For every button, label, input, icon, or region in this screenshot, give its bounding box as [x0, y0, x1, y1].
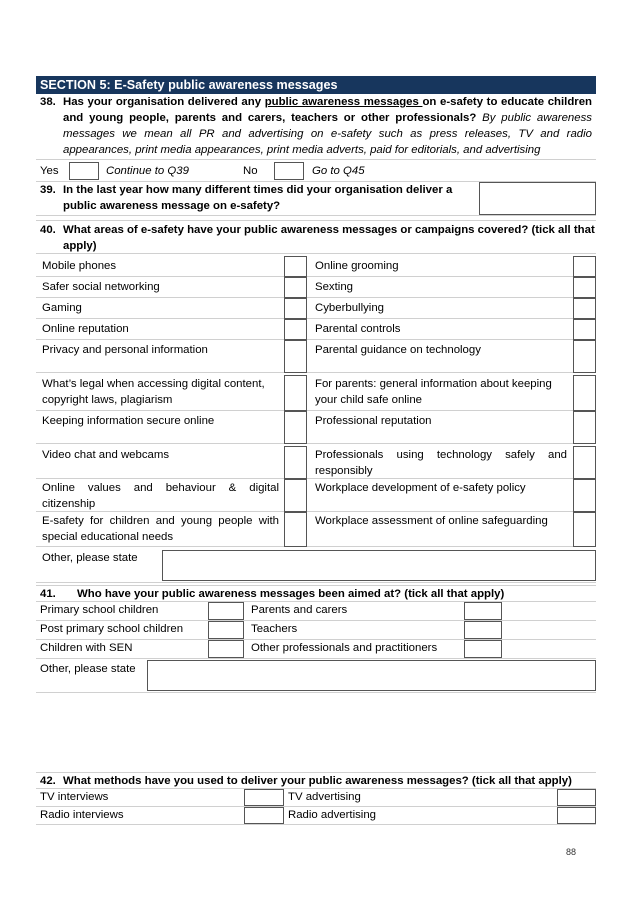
table-row: [36, 640, 596, 659]
option-checkbox[interactable]: [244, 789, 284, 806]
option-label: Workplace assessment of online safeguarding: [315, 515, 548, 527]
q40-number: 40.: [40, 224, 56, 236]
option-checkbox[interactable]: [284, 277, 307, 298]
table-row: [36, 479, 596, 512]
q39-number: 39.: [40, 184, 56, 196]
q38-line3: messages we mean all PR and advertising on e-safety such as press releases, TV and radio: [63, 128, 592, 140]
q41-question: Who have your public awareness messages been aimed at? (tick all that apply): [77, 588, 505, 600]
section-header: SECTION 5: E-Safety public awareness messages: [36, 76, 596, 94]
option-checkbox[interactable]: [284, 256, 307, 277]
option-label-line1: Professionals using technology safely and: [315, 449, 567, 461]
table-row: [36, 446, 596, 479]
table-row: [36, 411, 596, 444]
option-label: Professional reputation: [315, 415, 432, 427]
q38-number: 38.: [40, 96, 56, 108]
table-row: [36, 319, 596, 340]
table-row: [36, 298, 596, 319]
table-row: [36, 277, 596, 298]
option-label: Mobile phones: [42, 260, 117, 272]
option-checkbox[interactable]: [573, 319, 596, 340]
option-label: Radio interviews: [40, 809, 124, 821]
q42-number: 42.: [40, 775, 56, 787]
option-checkbox[interactable]: [208, 602, 244, 620]
option-label: Video chat and webcams: [42, 449, 170, 461]
option-checkbox[interactable]: [557, 807, 596, 824]
table-row: [36, 340, 596, 373]
table-row: [36, 375, 596, 411]
option-label-line2: citizenship: [42, 498, 96, 510]
option-checkbox[interactable]: [573, 256, 596, 277]
yes-checkbox[interactable]: [69, 162, 99, 180]
option-checkbox[interactable]: [573, 277, 596, 298]
option-checkbox[interactable]: [208, 640, 244, 658]
table-row: [36, 789, 596, 807]
other-label: Other, please state: [40, 663, 136, 675]
q41-header-row: [36, 585, 596, 602]
q39-block: [36, 182, 596, 216]
option-checkbox[interactable]: [284, 319, 307, 340]
option-label: Children with SEN: [40, 642, 133, 654]
table-row: [36, 807, 596, 825]
table-row: [36, 512, 596, 547]
option-checkbox[interactable]: [573, 340, 596, 373]
option-checkbox[interactable]: [573, 446, 596, 479]
option-checkbox[interactable]: [573, 479, 596, 512]
option-label: Post primary school children: [40, 623, 184, 635]
option-label-line1: For parents: general information about keeping: [315, 378, 552, 390]
option-label: Parental controls: [315, 323, 401, 335]
q39-line1: In the last year how many different times did your organisation deliver a: [63, 184, 453, 196]
option-label: Online grooming: [315, 260, 399, 272]
option-label: Other professionals and practitioners: [251, 642, 438, 654]
q38-line4: appearances, print media appearances, print media adverts, paid for editorials, and advertising: [63, 144, 541, 156]
option-label: Parental guidance on technology: [315, 344, 481, 356]
table-row: [36, 602, 596, 621]
q42-question: What methods have you used to deliver your public awareness messages? (tick all that apply): [63, 775, 572, 787]
option-label: Radio advertising: [288, 809, 377, 821]
option-checkbox[interactable]: [464, 640, 502, 658]
no-note: Go to Q45: [312, 165, 365, 177]
option-label: Teachers: [251, 623, 298, 635]
option-checkbox[interactable]: [284, 375, 307, 411]
option-label: Keeping information secure online: [42, 415, 215, 427]
yes-label: Yes: [40, 165, 59, 177]
q41-number: 41.: [40, 588, 56, 600]
option-label-line1: What’s legal when accessing digital content,: [42, 378, 265, 390]
q38-text-b: on e-safety to educate children: [422, 96, 593, 108]
option-checkbox[interactable]: [284, 298, 307, 319]
yes-note: Continue to Q39: [106, 165, 189, 177]
option-checkbox[interactable]: [284, 446, 307, 479]
q38-answer-row: [36, 160, 596, 182]
q42-header-row: [36, 772, 596, 789]
q38-line2: [63, 111, 592, 127]
option-label: Safer social networking: [42, 281, 160, 293]
option-label: Parents and carers: [251, 604, 348, 616]
option-checkbox[interactable]: [208, 621, 244, 639]
option-label-line2: special educational needs: [42, 531, 174, 543]
option-checkbox[interactable]: [464, 621, 502, 639]
option-checkbox[interactable]: [464, 602, 502, 620]
no-label: No: [243, 165, 258, 177]
q38-text-underlined: public awareness messages: [264, 96, 423, 108]
option-checkbox[interactable]: [284, 411, 307, 444]
q39-line2: public awareness message on e-safety?: [63, 200, 281, 212]
option-checkbox[interactable]: [573, 512, 596, 547]
option-label-line2: responsibly: [315, 465, 373, 477]
option-label: TV advertising: [288, 791, 361, 803]
option-checkbox[interactable]: [284, 340, 307, 373]
other-label: Other, please state: [42, 552, 138, 564]
option-checkbox[interactable]: [573, 298, 596, 319]
option-label: Sexting: [315, 281, 353, 293]
option-label-line2: copyright laws, plagiarism: [42, 394, 173, 406]
option-checkbox[interactable]: [573, 375, 596, 411]
option-label-line1: E-safety for children and young people with: [42, 515, 279, 527]
q38-line2-italic: By public awareness: [476, 112, 592, 124]
q38-line2-bold: and young people, parents and carers, teachers or other professionals?: [63, 112, 477, 124]
q41-other-row: [36, 659, 596, 693]
option-checkbox[interactable]: [573, 411, 596, 444]
table-row: [36, 621, 596, 640]
option-checkbox[interactable]: [244, 807, 284, 824]
option-checkbox[interactable]: [557, 789, 596, 806]
other-text-field[interactable]: [162, 550, 596, 581]
page-number: 88: [566, 847, 577, 857]
option-label-line2: your child safe online: [315, 394, 423, 406]
q40-block: [36, 220, 596, 254]
option-label: Privacy and personal information: [42, 344, 208, 356]
other-text-field[interactable]: [147, 660, 596, 691]
option-label: TV interviews: [40, 791, 109, 803]
option-label: Primary school children: [40, 604, 159, 616]
option-checkbox[interactable]: [284, 512, 307, 547]
q38-block: [36, 94, 596, 160]
q38-text-a: Has your organisation delivered any: [63, 96, 265, 108]
option-checkbox[interactable]: [284, 479, 307, 512]
option-label-line1: Online values and behaviour & digital: [42, 482, 279, 494]
option-label: Online reputation: [42, 323, 129, 335]
q40-line2: apply): [63, 240, 97, 252]
q40-other-row: [36, 547, 596, 583]
q40-line1: What areas of e-safety have your public awareness messages or campaigns covered? (tick all that: [63, 224, 595, 236]
q39-answer-field[interactable]: [479, 182, 596, 215]
q38-line1: [63, 95, 592, 111]
option-label: Cyberbullying: [315, 302, 385, 314]
table-row: [36, 256, 596, 277]
no-checkbox[interactable]: [274, 162, 304, 180]
option-label: Workplace development of e-safety policy: [315, 482, 526, 494]
option-label: Gaming: [42, 302, 82, 314]
